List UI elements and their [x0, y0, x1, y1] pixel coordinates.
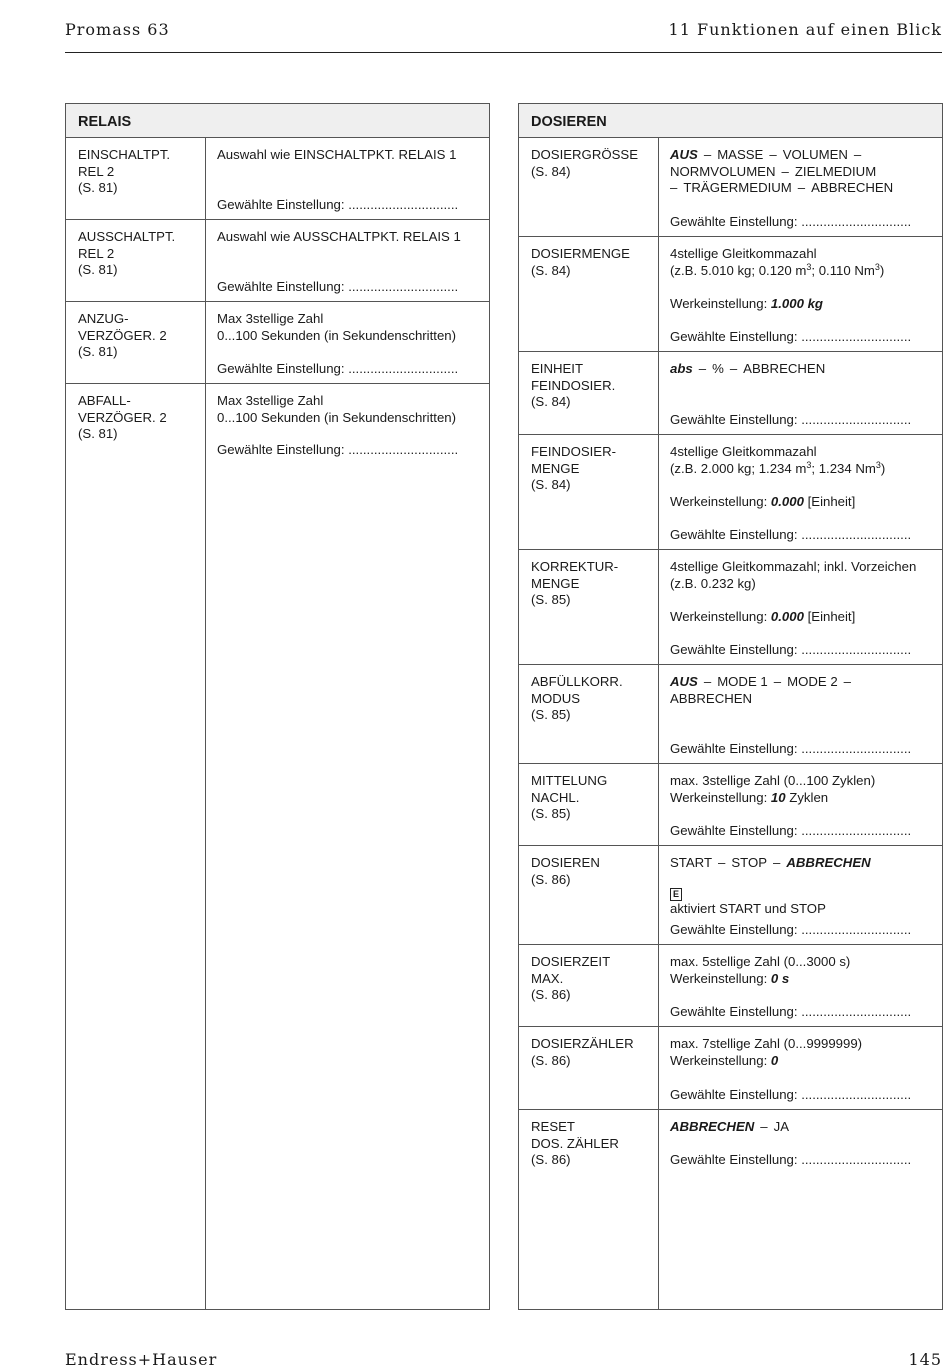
function-label: DOSIERGRÖSSE (S. 84) — [531, 147, 638, 179]
selected-setting: Gewählte Einstellung: .............................. — [217, 278, 459, 294]
function-label: FEINDOSIER- MENGE (S. 84) — [531, 444, 616, 492]
header-title: Promass 63 — [65, 20, 170, 39]
function-description: Max 3stellige Zahl 0...100 Sekunden (in Sekundenschritten) — [217, 393, 456, 425]
function-description: max. 3stellige Zahl (0...100 Zyklen) Werkeinstellung: 10 Zyklen — [670, 773, 876, 805]
table-row — [66, 302, 489, 384]
selected-setting: Gewählte Einstellung: .............................. — [670, 921, 912, 937]
function-description: 4stellige Gleitkommazahl (z.B. 5.010 kg; 0.120 $m^3$; 0.110 Nm$^3$) Werkeinstellung: 1.000 kg — [670, 246, 885, 311]
table-row — [66, 138, 489, 220]
table-row — [519, 945, 942, 1027]
header-rule — [65, 52, 942, 53]
selected-setting: Gewählte Einstellung: .............................. — [670, 526, 912, 542]
header-chapter: 11 Funktionen auf einen Blick — [668, 20, 942, 39]
selected-setting: Gewählte Einstellung: .............................. — [217, 442, 459, 457]
table-row — [519, 764, 942, 846]
factory-default: 1.000 kg — [770, 295, 823, 311]
function-description: 4stellige Gleitkommazahl (z.B. 2.000 kg; 1.234 $m^3$; 1.234 Nm$^3$) Werkeinstellung: 0.000 [Einheit] — [670, 444, 886, 509]
table-row — [519, 1110, 942, 1210]
selected-setting: Gewählte Einstellung: .............................. — [670, 740, 912, 756]
function-description: Max 3stellige Zahl 0...100 Sekunden (in Sekundenschritten) — [217, 311, 456, 343]
factory-default: 0 — [770, 1052, 779, 1068]
footer-brand: Endress+Hauser — [65, 1350, 218, 1369]
selected-setting: Gewählte Einstellung: .............................. — [670, 1086, 912, 1102]
function-label: RESET DOS. ZÄHLER (S. 86) — [531, 1119, 619, 1167]
selected-setting: Gewählte Einstellung: .............................. — [217, 360, 459, 376]
function-label: AUSSCHALTPT. REL 2 (S. 81) — [78, 229, 176, 277]
relais-table — [65, 103, 490, 1310]
function-label: DOSIERZEIT MAX. (S. 86) — [531, 954, 611, 1002]
function-label: EINSCHALTPT. REL 2 (S. 81) — [78, 147, 171, 195]
table-row — [66, 220, 489, 302]
function-label: DOSIERZÄHLER (S. 86) — [531, 1036, 634, 1068]
table-row — [519, 846, 942, 945]
table-row — [519, 435, 942, 550]
function-label: DOSIERMENGE (S. 84) — [531, 246, 630, 278]
selected-setting: Gewählte Einstellung: .............................. — [670, 411, 912, 427]
dosieren-table — [518, 103, 943, 1310]
selected-setting: Gewählte Einstellung: .............................. — [670, 641, 912, 657]
function-label: MITTELUNG NACHL. (S. 85) — [531, 773, 608, 821]
function-label: DOSIEREN (S. 86) — [531, 855, 600, 887]
table-row — [519, 1027, 942, 1110]
selected-setting: Gewählte Einstellung: .............................. — [217, 196, 459, 212]
function-description: Auswahl wie EINSCHALTPKT. RELAIS 1 — [217, 147, 457, 162]
table-row — [519, 237, 942, 352]
function-options: START – STOP – ABBRECHEN E aktiviert START und STOP — [670, 855, 871, 916]
selected-setting: Gewählte Einstellung: .............................. — [670, 822, 912, 838]
function-description: max. 7stellige Zahl (0...9999999) Werkeinstellung: 0 — [670, 1036, 863, 1068]
function-options: ABBRECHEN – JA Gewählte Einstellung: .............................. — [670, 1119, 912, 1167]
table-row — [519, 550, 942, 665]
selected-setting: Gewählte Einstellung: .............................. — [670, 328, 912, 344]
function-label: ABFALL- VERZÖGER. 2 (S. 81) — [78, 393, 167, 441]
page-number: 145 — [908, 1350, 942, 1369]
function-label: KORREKTUR- MENGE (S. 85) — [531, 559, 619, 607]
table-row — [519, 352, 942, 435]
function-label: ABFÜLLKORR. MODUS (S. 85) — [531, 674, 623, 722]
function-options: AUS – MASSE – VOLUMEN – NORMVOLUMEN – ZIELMEDIUM – TRÄGERMEDIUM – ABBRECHEN — [670, 147, 894, 195]
table-row — [66, 384, 489, 465]
function-label: EINHEIT FEINDOSIER. (S. 84) — [531, 361, 616, 409]
function-description: 4stellige Gleitkommazahl; inkl. Vorzeichen (z.B. 0.232 kg) Werkeinstellung: 0.000 [Einheit] — [670, 559, 917, 624]
table-row — [519, 665, 942, 764]
relais-table-title: RELAIS — [66, 104, 489, 138]
selected-setting: Gewählte Einstellung: .............................. — [670, 1003, 912, 1019]
factory-default: 0.000 — [770, 493, 804, 509]
function-label: ANZUG- VERZÖGER. 2 (S. 81) — [78, 311, 167, 359]
function-options: abs – % – ABBRECHEN — [670, 361, 826, 376]
function-options: AUS – MODE 1 – MODE 2 – ABBRECHEN — [670, 674, 851, 706]
function-description: max. 5stellige Zahl (0...3000 s) Werkeinstellung: 0 s — [670, 954, 851, 986]
enter-key-icon: E — [670, 888, 682, 901]
selected-setting: Gewählte Einstellung: .............................. — [670, 213, 912, 229]
table-row — [519, 138, 942, 237]
dosieren-table-title: DOSIEREN — [519, 104, 942, 138]
function-description: Auswahl wie AUSSCHALTPKT. RELAIS 1 — [217, 229, 461, 244]
factory-default: 0 s — [770, 970, 790, 986]
factory-default: 10 — [770, 789, 786, 805]
factory-default: 0.000 — [770, 608, 804, 624]
